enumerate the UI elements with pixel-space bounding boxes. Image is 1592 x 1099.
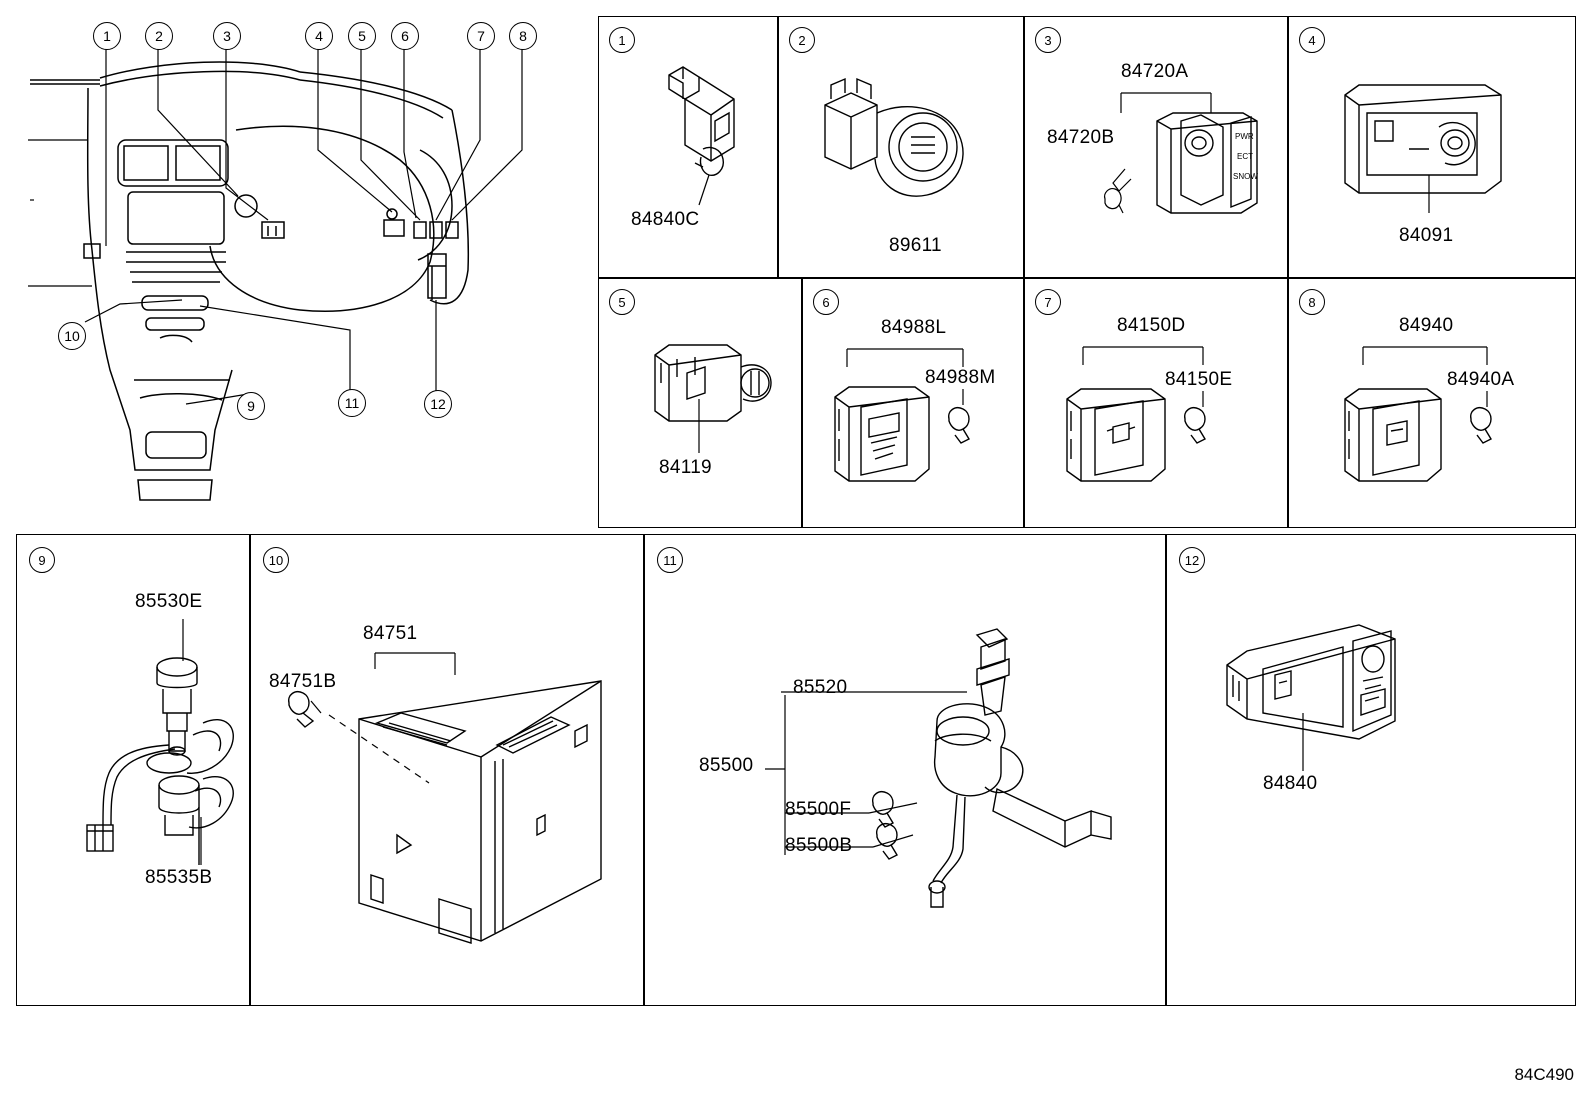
callout-5[interactable] — [348, 22, 376, 50]
part-number-84988L: 84988L — [881, 317, 947, 338]
callout-6[interactable] — [391, 22, 419, 50]
cell-11-callout-label: 11 — [663, 552, 677, 568]
part-number-84091: 84091 — [1399, 225, 1454, 246]
callout-3[interactable] — [213, 22, 241, 50]
cell-11-callout — [657, 547, 683, 573]
callout-5-label: 5 — [358, 28, 366, 44]
callout-4[interactable] — [305, 22, 333, 50]
cell-12-callout — [1179, 547, 1205, 573]
diagram-code: 84C490 — [1514, 1065, 1574, 1084]
callout-4-label: 4 — [315, 28, 323, 44]
cell-3-glyph-ect: ECT — [1237, 152, 1253, 161]
cell-4-callout — [1299, 27, 1325, 53]
cell-2-callout — [789, 27, 815, 53]
cell-9-callout-label: 9 — [38, 552, 46, 568]
part-number-84840: 84840 — [1263, 773, 1318, 794]
part-cell-4 — [1288, 16, 1576, 278]
cell-7-callout — [1035, 289, 1061, 315]
cell-3-callout — [1035, 27, 1061, 53]
cell-2-callout-label: 2 — [798, 32, 806, 48]
part-cell-10 — [250, 534, 644, 1006]
callout-1-label: 1 — [103, 28, 111, 44]
part-cell-7 — [1024, 278, 1288, 528]
part-cell-6 — [802, 278, 1024, 528]
callout-2[interactable] — [145, 22, 173, 50]
cell-5-callout — [609, 289, 635, 315]
part-number-85500B: 85500B — [785, 835, 853, 856]
callout-8-label: 8 — [519, 28, 527, 44]
cell-7-callout-label: 7 — [1044, 294, 1052, 310]
cell-10-callout — [263, 547, 289, 573]
cell-3-glyph-snow: SNOW — [1233, 172, 1258, 181]
callout-10-label: 10 — [64, 328, 80, 344]
part-number-84940A: 84940A — [1447, 369, 1515, 390]
callout-2-label: 2 — [155, 28, 163, 44]
part-cell-9 — [16, 534, 250, 1006]
part-cell-8 — [1288, 278, 1576, 528]
callout-1[interactable] — [93, 22, 121, 50]
part-number-84150D: 84150D — [1117, 315, 1186, 336]
callout-6-label: 6 — [401, 28, 409, 44]
part-cell-11 — [644, 534, 1166, 1006]
part-cell-5 — [598, 278, 802, 528]
cell-1-callout-label: 1 — [618, 32, 626, 48]
cell-3-callout-label: 3 — [1044, 32, 1052, 48]
callout-7-label: 7 — [477, 28, 485, 44]
part-number-84150E: 84150E — [1165, 369, 1233, 390]
cell-6-callout-label: 6 — [822, 294, 830, 310]
callout-10[interactable] — [58, 322, 86, 350]
part-number-84751B: 84751B — [269, 671, 337, 692]
part-number-84720A: 84720A — [1121, 61, 1189, 82]
cell-1-callout — [609, 27, 635, 53]
part-number-85500F: 85500F — [785, 799, 852, 820]
part-number-85530E: 85530E — [135, 591, 203, 612]
callout-9-label: 9 — [247, 398, 255, 414]
cell-6-callout — [813, 289, 839, 315]
part-cell-1 — [598, 16, 778, 278]
vehicle-interior-illustration — [0, 0, 592, 520]
cell-5-callout-label: 5 — [618, 294, 626, 310]
part-cell-2 — [778, 16, 1024, 278]
cell-1-illustration — [599, 17, 779, 279]
callout-8[interactable] — [509, 22, 537, 50]
part-number-84840C: 84840C — [631, 209, 700, 230]
part-number-84119: 84119 — [659, 457, 712, 478]
part-number-84940: 84940 — [1399, 315, 1454, 336]
cell-3-glyph-pwr: PWR — [1235, 132, 1254, 141]
part-cell-12 — [1166, 534, 1576, 1006]
cell-8-callout-label: 8 — [1308, 294, 1316, 310]
cell-9-callout — [29, 547, 55, 573]
cell-8-callout — [1299, 289, 1325, 315]
part-number-85535B: 85535B — [145, 867, 213, 888]
callout-7[interactable] — [467, 22, 495, 50]
part-number-85500: 85500 — [699, 755, 754, 776]
callout-11[interactable] — [338, 389, 366, 417]
callout-3-label: 3 — [223, 28, 231, 44]
cell-12-illustration — [1167, 535, 1577, 1007]
cell-12-callout-label: 12 — [1184, 552, 1200, 568]
cell-10-illustration — [251, 535, 645, 1007]
cell-9-illustration — [17, 535, 251, 1007]
callout-9[interactable] — [237, 392, 265, 420]
callout-11-label: 11 — [344, 395, 360, 411]
part-number-84751: 84751 — [363, 623, 418, 644]
callout-12-label: 12 — [430, 396, 446, 412]
part-number-84720B: 84720B — [1047, 127, 1115, 148]
callout-12[interactable] — [424, 390, 452, 418]
part-number-89611: 89611 — [889, 235, 942, 256]
part-cell-3 — [1024, 16, 1288, 278]
cell-4-callout-label: 4 — [1308, 32, 1316, 48]
part-number-85520: 85520 — [793, 677, 848, 698]
cell-5-illustration — [599, 279, 803, 529]
cell-10-callout-label: 10 — [268, 552, 284, 568]
part-number-84988M: 84988M — [925, 367, 996, 388]
